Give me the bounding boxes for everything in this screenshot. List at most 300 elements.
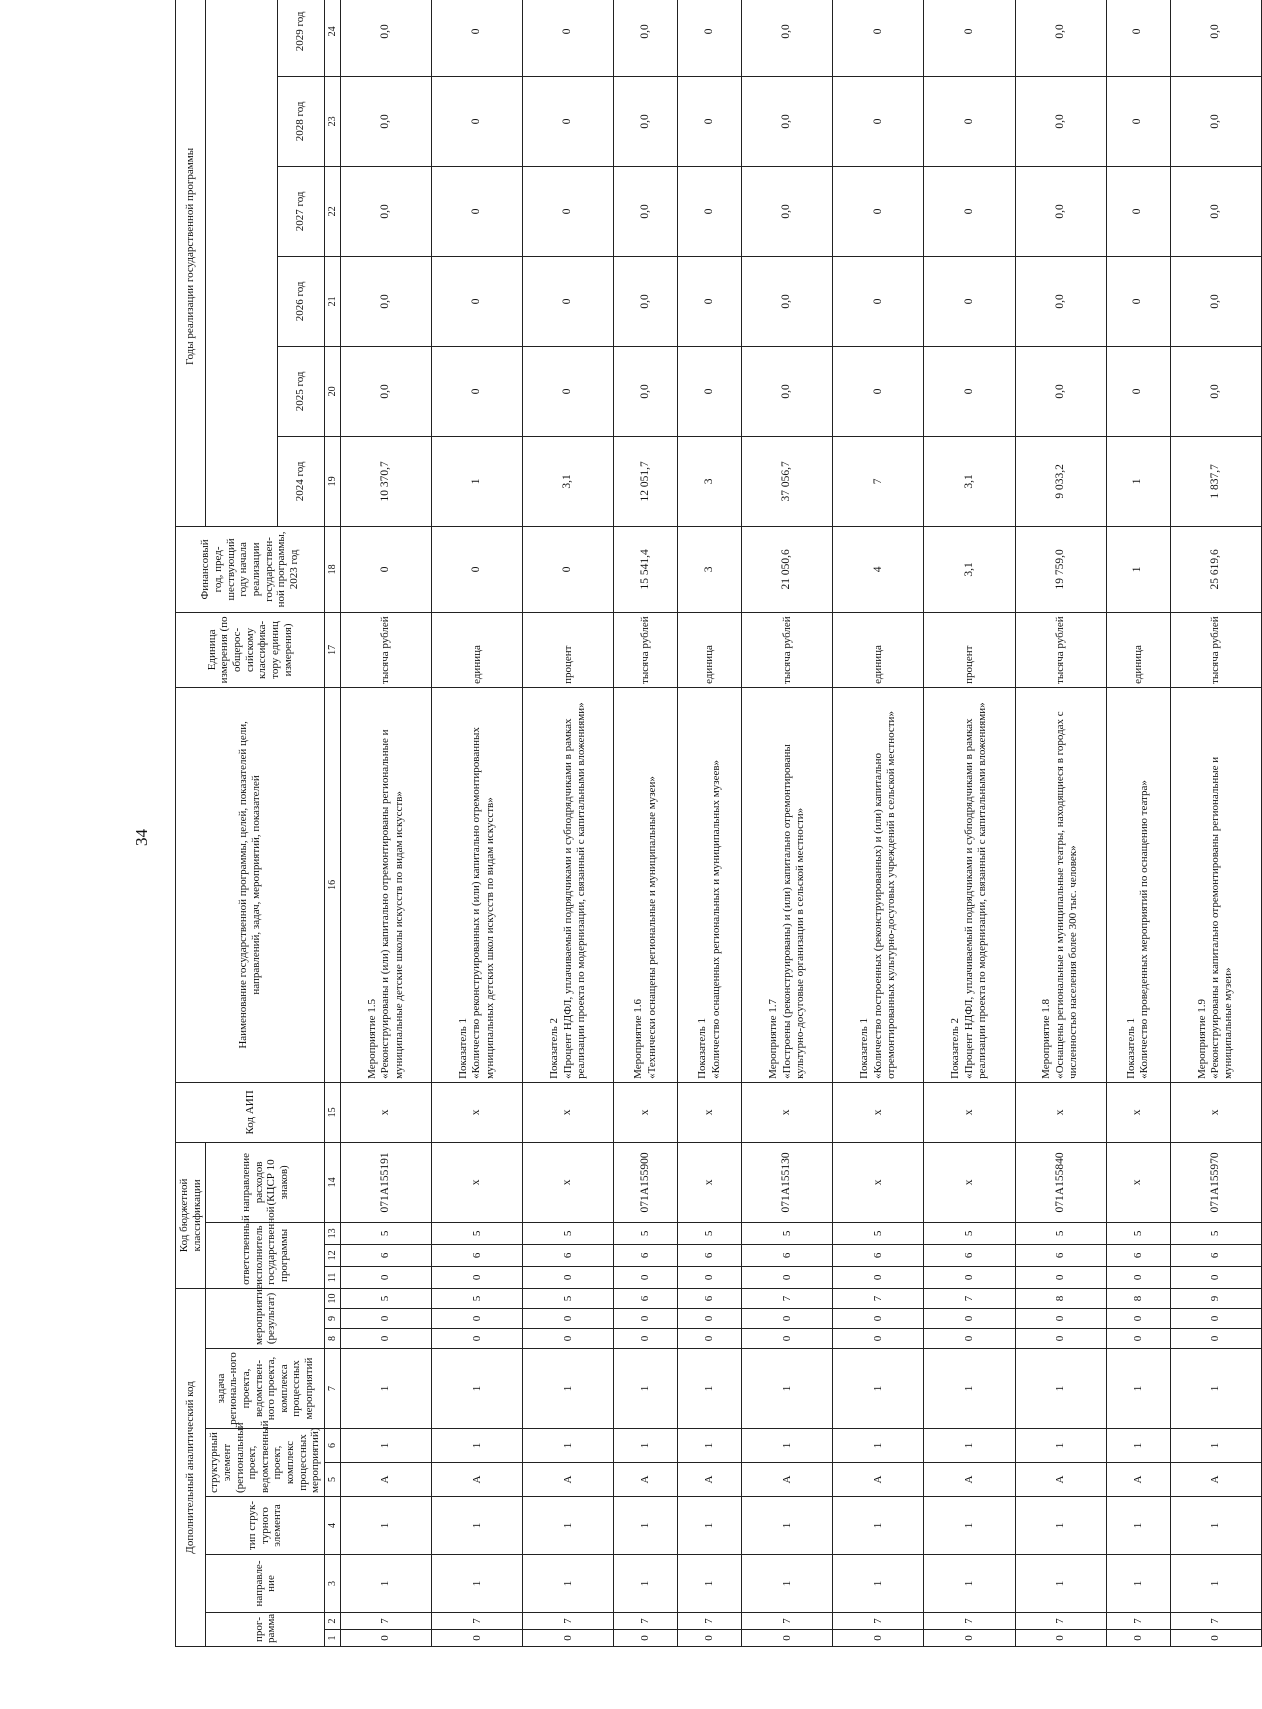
value-2024: 1	[1106, 436, 1170, 526]
value-2026: 0,0	[1170, 256, 1261, 346]
executor-code-digit: 5	[924, 1222, 1015, 1244]
event-code-digit: 7	[833, 1288, 924, 1308]
struct-type-code: 1	[742, 1497, 833, 1555]
value-2026: 0,0	[341, 256, 432, 346]
struct-type-code: 1	[614, 1497, 678, 1555]
item-description: Показатель 1 «Количество построенных (реконструированных) и (или) капитально отремонтированных культурно-досуговых учреждений в сельской местности»	[833, 687, 924, 1082]
struct-element-letter: А	[341, 1463, 432, 1497]
value-2025: 0	[432, 346, 523, 436]
executor-code-digit: 6	[432, 1244, 523, 1266]
value-2025: 0,0	[341, 346, 432, 436]
struct-element-letter: А	[1170, 1463, 1261, 1497]
executor-code-digit: 0	[614, 1266, 678, 1288]
executor-code-digit: 6	[678, 1244, 742, 1266]
value-2029: 0	[833, 0, 924, 76]
direction-code: 1	[523, 1555, 614, 1613]
struct-element-digit: 1	[1170, 1429, 1261, 1463]
program-code-digit: 7	[924, 1613, 1015, 1630]
column-number: 19	[325, 436, 341, 526]
event-code-digit: 0	[1170, 1329, 1261, 1349]
base-year-value: 3	[678, 526, 742, 612]
column-number: 11	[325, 1266, 341, 1288]
value-2028: 0	[833, 76, 924, 166]
executor-code-digit: 6	[833, 1244, 924, 1266]
struct-type-code: 1	[833, 1497, 924, 1555]
program-code-digit: 0	[678, 1630, 742, 1647]
expense-direction-code: х	[523, 1142, 614, 1222]
column-number: 9	[325, 1309, 341, 1329]
aip-code: х	[1106, 1082, 1170, 1142]
unit-header: Единица измерения (по общерос-сийскому классифика-тору единиц измерения)	[176, 612, 325, 687]
executor-code-digit: 6	[1015, 1244, 1106, 1266]
direction-code: 1	[432, 1555, 523, 1613]
executor-code-digit: 5	[432, 1222, 523, 1244]
value-2026: 0,0	[614, 256, 678, 346]
expense-direction-code: х	[833, 1142, 924, 1222]
expense-direction-code: 071A155970	[1170, 1142, 1261, 1222]
executor-code-digit: 0	[1106, 1266, 1170, 1288]
name-header: Наименование государственной программы, целей, показателей цели, направлений, задач, мероприятий, показателей	[176, 687, 325, 1082]
value-2026: 0	[924, 256, 1015, 346]
struct-element-letter: А	[833, 1463, 924, 1497]
program-code-digit: 0	[1015, 1630, 1106, 1647]
group-analytical-header: Дополнительный аналитический код	[176, 1288, 206, 1646]
value-2028: 0	[1106, 76, 1170, 166]
struct-element-letter: А	[523, 1463, 614, 1497]
expense-direction-code: 071A155130	[742, 1142, 833, 1222]
task-code: 1	[924, 1349, 1015, 1429]
year-header: 2026 год	[277, 256, 325, 346]
column-number: 5	[325, 1463, 341, 1497]
column-number: 21	[325, 256, 341, 346]
item-description: Показатель 1 «Количество реконструированных и (или) капитально отремонтированных муниципальных детских школ искусств по видам искусств»	[432, 687, 523, 1082]
item-description: Показатель 1 «Количество проведенных мероприятий по оснащению театра»	[1106, 687, 1170, 1082]
value-2028: 0	[523, 76, 614, 166]
struct-element-digit: 1	[678, 1429, 742, 1463]
struct-element-digit: 1	[1015, 1429, 1106, 1463]
task-header: задача региональ-ного проекта, ведомствен-ного проекта, комплекса процессных мероприятий	[206, 1349, 325, 1429]
value-2026: 0,0	[1015, 256, 1106, 346]
base-year-value: 0	[523, 526, 614, 612]
program-code-digit: 7	[341, 1613, 432, 1630]
program-code-digit: 0	[1170, 1630, 1261, 1647]
struct-type-code: 1	[1170, 1497, 1261, 1555]
year-header: 2024 год	[277, 436, 325, 526]
column-number: 12	[325, 1244, 341, 1266]
program-code-digit: 0	[1106, 1630, 1170, 1647]
expense-direction-code: х	[678, 1142, 742, 1222]
aip-code: х	[742, 1082, 833, 1142]
base-year-value: 19 759,0	[1015, 526, 1106, 612]
struct-element-letter: А	[614, 1463, 678, 1497]
table-header	[176, 0, 341, 1647]
struct-element-digit: 1	[1106, 1429, 1170, 1463]
event-code-digit: 6	[678, 1288, 742, 1308]
aip-code: х	[1015, 1082, 1106, 1142]
program-code-digit: 0	[614, 1630, 678, 1647]
value-2028: 0,0	[1015, 76, 1106, 166]
aip-code: х	[924, 1082, 1015, 1142]
value-2028: 0	[678, 76, 742, 166]
column-number: 6	[325, 1429, 341, 1463]
executor-code-digit: 5	[523, 1222, 614, 1244]
executor-code-digit: 6	[614, 1244, 678, 1266]
executor-code-digit: 6	[1170, 1244, 1261, 1266]
unit-cell: тысяча рублей	[742, 612, 833, 687]
value-2024: 1	[432, 436, 523, 526]
table-row	[523, 0, 614, 1647]
event-code-digit: 8	[1015, 1288, 1106, 1308]
task-code: 1	[341, 1349, 432, 1429]
program-code-digit: 7	[614, 1613, 678, 1630]
program-code-digit: 0	[833, 1630, 924, 1647]
expense-direction-code: х	[924, 1142, 1015, 1222]
aip-code: х	[614, 1082, 678, 1142]
group-years-header: Годы реализации государственной программы	[176, 0, 206, 526]
value-2024: 12 051,7	[614, 436, 678, 526]
executor-code-digit: 6	[341, 1244, 432, 1266]
value-2029: 0,0	[341, 0, 432, 76]
value-2024: 3,1	[924, 436, 1015, 526]
program-code-digit: 7	[1170, 1613, 1261, 1630]
struct-element-header: структурный элемент (региональный проект, ведомственный проект, комплекс процессных мероприятий)	[206, 1429, 325, 1497]
table-row	[678, 0, 742, 1647]
task-code: 1	[614, 1349, 678, 1429]
value-2025: 0	[924, 346, 1015, 436]
unit-cell: единица	[432, 612, 523, 687]
column-number: 3	[325, 1555, 341, 1613]
struct-element-letter: А	[1106, 1463, 1170, 1497]
value-2027: 0,0	[1170, 166, 1261, 256]
task-code: 1	[523, 1349, 614, 1429]
direction-code: 1	[1015, 1555, 1106, 1613]
unit-cell: процент	[924, 612, 1015, 687]
item-description: Мероприятие 1.5 «Реконструированы и (или) капитально отремонтированы региональные и муниципальные детские школы искусств по видам искусств»	[341, 687, 432, 1082]
direction-code: 1	[1106, 1555, 1170, 1613]
program-code-digit: 7	[678, 1613, 742, 1630]
value-2024: 10 370,7	[341, 436, 432, 526]
value-2025: 0,0	[1015, 346, 1106, 436]
unit-cell: тысяча рублей	[1170, 612, 1261, 687]
expense-direction-code: 071A155191	[341, 1142, 432, 1222]
executor-code-digit: 0	[432, 1266, 523, 1288]
aip-header: Код АИП	[176, 1082, 325, 1142]
direction-code: 1	[924, 1555, 1015, 1613]
value-2028: 0,0	[341, 76, 432, 166]
value-2025: 0	[1106, 346, 1170, 436]
value-2026: 0,0	[742, 256, 833, 346]
task-code: 1	[678, 1349, 742, 1429]
unit-cell: единица	[1106, 612, 1170, 687]
program-code-digit: 0	[924, 1630, 1015, 1647]
column-number: 23	[325, 76, 341, 166]
struct-element-digit: 1	[833, 1429, 924, 1463]
event-code-digit: 0	[1015, 1329, 1106, 1349]
base-year-value: 25 619,6	[1170, 526, 1261, 612]
value-2029: 0,0	[1015, 0, 1106, 76]
value-2028: 0	[432, 76, 523, 166]
base-year-value: 0	[341, 526, 432, 612]
base-year-value: 21 050,6	[742, 526, 833, 612]
aip-code: х	[833, 1082, 924, 1142]
base-year-value: 0	[432, 526, 523, 612]
program-code-digit: 0	[432, 1630, 523, 1647]
table-row	[833, 0, 924, 1647]
value-2029: 0	[924, 0, 1015, 76]
direction-code: 1	[614, 1555, 678, 1613]
executor-code-digit: 5	[614, 1222, 678, 1244]
program-code-digit: 7	[1015, 1613, 1106, 1630]
executor-code-digit: 5	[1015, 1222, 1106, 1244]
struct-element-letter: А	[1015, 1463, 1106, 1497]
value-2027: 0,0	[742, 166, 833, 256]
year-header: 2027 год	[277, 166, 325, 256]
item-description: Показатель 1 «Количество оснащенных региональных и муниципальных музеев»	[678, 687, 742, 1082]
expense-direction-code: 071A155900	[614, 1142, 678, 1222]
value-2025: 0	[833, 346, 924, 436]
program-code-digit: 7	[432, 1613, 523, 1630]
event-code-digit: 0	[742, 1329, 833, 1349]
value-2027: 0,0	[341, 166, 432, 256]
struct-type-code: 1	[678, 1497, 742, 1555]
value-2025: 0,0	[1170, 346, 1261, 436]
table-row	[924, 0, 1015, 1647]
event-code-digit: 7	[924, 1288, 1015, 1308]
event-code-digit: 6	[614, 1288, 678, 1308]
executor-code-digit: 0	[523, 1266, 614, 1288]
column-number: 2	[325, 1613, 341, 1630]
struct-element-digit: 1	[742, 1429, 833, 1463]
executor-code-digit: 0	[742, 1266, 833, 1288]
program-code-digit: 7	[1106, 1613, 1170, 1630]
executor-code-digit: 0	[341, 1266, 432, 1288]
value-2029: 0	[523, 0, 614, 76]
event-code-digit: 0	[523, 1329, 614, 1349]
rotated-page	[175, 11, 1243, 1647]
value-2029: 0,0	[1170, 0, 1261, 76]
struct-element-digit: 1	[614, 1429, 678, 1463]
value-2028: 0,0	[1170, 76, 1261, 166]
value-2027: 0	[523, 166, 614, 256]
value-2027: 0	[833, 166, 924, 256]
column-number: 10	[325, 1288, 341, 1308]
item-description: Мероприятие 1.7 «Построены (реконструированы) и (или) капитально отремонтированы культурно-досуговые организации в сельской местности»	[742, 687, 833, 1082]
value-2024: 1 837,7	[1170, 436, 1261, 526]
item-description: Показатель 2 «Процент НДФЛ, уплачиваемый подрядчиками и субподрядчиками в рамках реализации проекта по модернизации, связанный с капитальными вложениями»	[523, 687, 614, 1082]
value-2024: 3,1	[523, 436, 614, 526]
base-year-value: 4	[833, 526, 924, 612]
program-code-digit: 0	[341, 1630, 432, 1647]
value-2027: 0	[432, 166, 523, 256]
table-row	[1106, 0, 1170, 1647]
event-code-digit: 5	[432, 1288, 523, 1308]
task-code: 1	[833, 1349, 924, 1429]
value-2027: 0,0	[1015, 166, 1106, 256]
expense-dir-header: направление расходов (КЦСР 10 знаков)	[206, 1142, 325, 1222]
value-2029: 0	[1106, 0, 1170, 76]
event-code-digit: 0	[523, 1309, 614, 1329]
aip-code: х	[1170, 1082, 1261, 1142]
expense-direction-code: 071A155840	[1015, 1142, 1106, 1222]
direction-code: 1	[341, 1555, 432, 1613]
value-2028: 0	[924, 76, 1015, 166]
struct-type-code: 1	[341, 1497, 432, 1555]
event-code-digit: 0	[833, 1309, 924, 1329]
executor-code-digit: 0	[1015, 1266, 1106, 1288]
executor-header: ответственный исполнитель государственной программы	[206, 1222, 325, 1288]
executor-code-digit: 5	[341, 1222, 432, 1244]
base-year-value: 15 541,4	[614, 526, 678, 612]
unit-cell: тысяча рублей	[1015, 612, 1106, 687]
value-2026: 0	[432, 256, 523, 346]
value-2029: 0,0	[742, 0, 833, 76]
expense-direction-code: х	[1106, 1142, 1170, 1222]
executor-code-digit: 5	[1106, 1222, 1170, 1244]
value-2025: 0,0	[614, 346, 678, 436]
event-header: мероприятие (результат)	[206, 1288, 325, 1348]
value-2025: 0,0	[742, 346, 833, 436]
value-2024: 37 056,7	[742, 436, 833, 526]
struct-element-letter: А	[678, 1463, 742, 1497]
year-header: 2028 год	[277, 76, 325, 166]
value-2027: 0	[678, 166, 742, 256]
executor-code-digit: 0	[678, 1266, 742, 1288]
event-code-digit: 0	[1170, 1309, 1261, 1329]
column-number: 8	[325, 1329, 341, 1349]
column-number: 15	[325, 1082, 341, 1142]
direction-code: 1	[678, 1555, 742, 1613]
task-code: 1	[1170, 1349, 1261, 1429]
year-header: 2029 год	[277, 0, 325, 76]
page-number: 34	[132, 829, 151, 846]
item-description: Мероприятие 1.8 «Оснащены региональные и муниципальные театры, находящиеся в городах с численностью населения более 300 тыс. человек»	[1015, 687, 1106, 1082]
event-code-digit: 0	[924, 1329, 1015, 1349]
value-2029: 0	[678, 0, 742, 76]
program-code-digit: 7	[742, 1613, 833, 1630]
executor-code-digit: 6	[1106, 1244, 1170, 1266]
value-2026: 0	[833, 256, 924, 346]
column-number: 13	[325, 1222, 341, 1244]
event-code-digit: 5	[341, 1288, 432, 1308]
unit-cell: единица	[833, 612, 924, 687]
aip-code: х	[432, 1082, 523, 1142]
event-code-digit: 7	[742, 1288, 833, 1308]
struct-element-letter: А	[742, 1463, 833, 1497]
event-code-digit: 0	[614, 1329, 678, 1349]
task-code: 1	[742, 1349, 833, 1429]
struct-element-letter: А	[924, 1463, 1015, 1497]
executor-code-digit: 5	[678, 1222, 742, 1244]
table-row	[432, 0, 523, 1647]
event-code-digit: 0	[432, 1329, 523, 1349]
event-code-digit: 0	[1106, 1329, 1170, 1349]
struct-type-code: 1	[924, 1497, 1015, 1555]
column-number: 17	[325, 612, 341, 687]
value-2026: 0	[1106, 256, 1170, 346]
value-2027: 0,0	[614, 166, 678, 256]
value-2028: 0,0	[742, 76, 833, 166]
event-code-digit: 5	[523, 1288, 614, 1308]
column-number: 22	[325, 166, 341, 256]
value-2026: 0	[523, 256, 614, 346]
event-code-digit: 0	[432, 1309, 523, 1329]
year-header: 2025 год	[277, 346, 325, 436]
event-code-digit: 0	[341, 1309, 432, 1329]
program-code-digit: 7	[833, 1613, 924, 1630]
direction-code: 1	[1170, 1555, 1261, 1613]
executor-code-digit: 6	[924, 1244, 1015, 1266]
event-code-digit: 0	[742, 1309, 833, 1329]
unit-cell: тысяча рублей	[614, 612, 678, 687]
value-2025: 0	[523, 346, 614, 436]
item-description: Показатель 2 «Процент НДФЛ, уплачиваемый подрядчиками и субподрядчиками в рамках реализации проекта по модернизации, связанный с капитальными вложениями»	[924, 687, 1015, 1082]
table-row	[614, 0, 678, 1647]
executor-code-digit: 5	[742, 1222, 833, 1244]
executor-code-digit: 6	[742, 1244, 833, 1266]
base-year-value: 3,1	[924, 526, 1015, 612]
value-2027: 0	[924, 166, 1015, 256]
program-table	[175, 0, 1262, 1647]
struct-element-digit: 1	[432, 1429, 523, 1463]
event-code-digit: 8	[1106, 1288, 1170, 1308]
column-number: 16	[325, 687, 341, 1082]
program-code-digit: 0	[523, 1630, 614, 1647]
program-code-digit: 7	[523, 1613, 614, 1630]
column-number: 7	[325, 1349, 341, 1429]
event-code-digit: 0	[833, 1329, 924, 1349]
table-body	[341, 0, 1262, 1647]
event-code-digit: 9	[1170, 1288, 1261, 1308]
struct-element-letter: А	[432, 1463, 523, 1497]
aip-code: х	[678, 1082, 742, 1142]
column-number: 14	[325, 1142, 341, 1222]
value-2026: 0	[678, 256, 742, 346]
task-code: 1	[432, 1349, 523, 1429]
group-budget-header: Код бюджетной классификации	[176, 1142, 206, 1288]
program-code-digit: 0	[742, 1630, 833, 1647]
unit-cell: процент	[523, 612, 614, 687]
item-description: Мероприятие 1.6 «Технически оснащены региональные и муниципальные музеи»	[614, 687, 678, 1082]
column-number: 4	[325, 1497, 341, 1555]
table-row	[742, 0, 833, 1647]
executor-code-digit: 0	[924, 1266, 1015, 1288]
value-2024: 9 033,2	[1015, 436, 1106, 526]
task-code: 1	[1015, 1349, 1106, 1429]
column-number: 24	[325, 0, 341, 76]
struct-type-code: 1	[432, 1497, 523, 1555]
struct-type-code: 1	[1015, 1497, 1106, 1555]
executor-code-digit: 0	[1170, 1266, 1261, 1288]
event-code-digit: 0	[614, 1309, 678, 1329]
task-code: 1	[1106, 1349, 1170, 1429]
event-code-digit: 0	[678, 1329, 742, 1349]
expense-direction-code: х	[432, 1142, 523, 1222]
struct-type-code: 1	[523, 1497, 614, 1555]
item-description: Мероприятие 1.9 «Реконструированы и капитально отремонтированы региональные и муниципальные музеи»	[1170, 687, 1261, 1082]
base-year-value: 1	[1106, 526, 1170, 612]
executor-code-digit: 5	[1170, 1222, 1261, 1244]
value-2028: 0,0	[614, 76, 678, 166]
value-2024: 3	[678, 436, 742, 526]
column-number: 20	[325, 346, 341, 436]
column-number: 1	[325, 1630, 341, 1647]
event-code-digit: 0	[1106, 1309, 1170, 1329]
value-2029: 0,0	[614, 0, 678, 76]
struct-element-digit: 1	[924, 1429, 1015, 1463]
struct-element-digit: 1	[523, 1429, 614, 1463]
table-row	[1015, 0, 1106, 1647]
aip-code: х	[523, 1082, 614, 1142]
